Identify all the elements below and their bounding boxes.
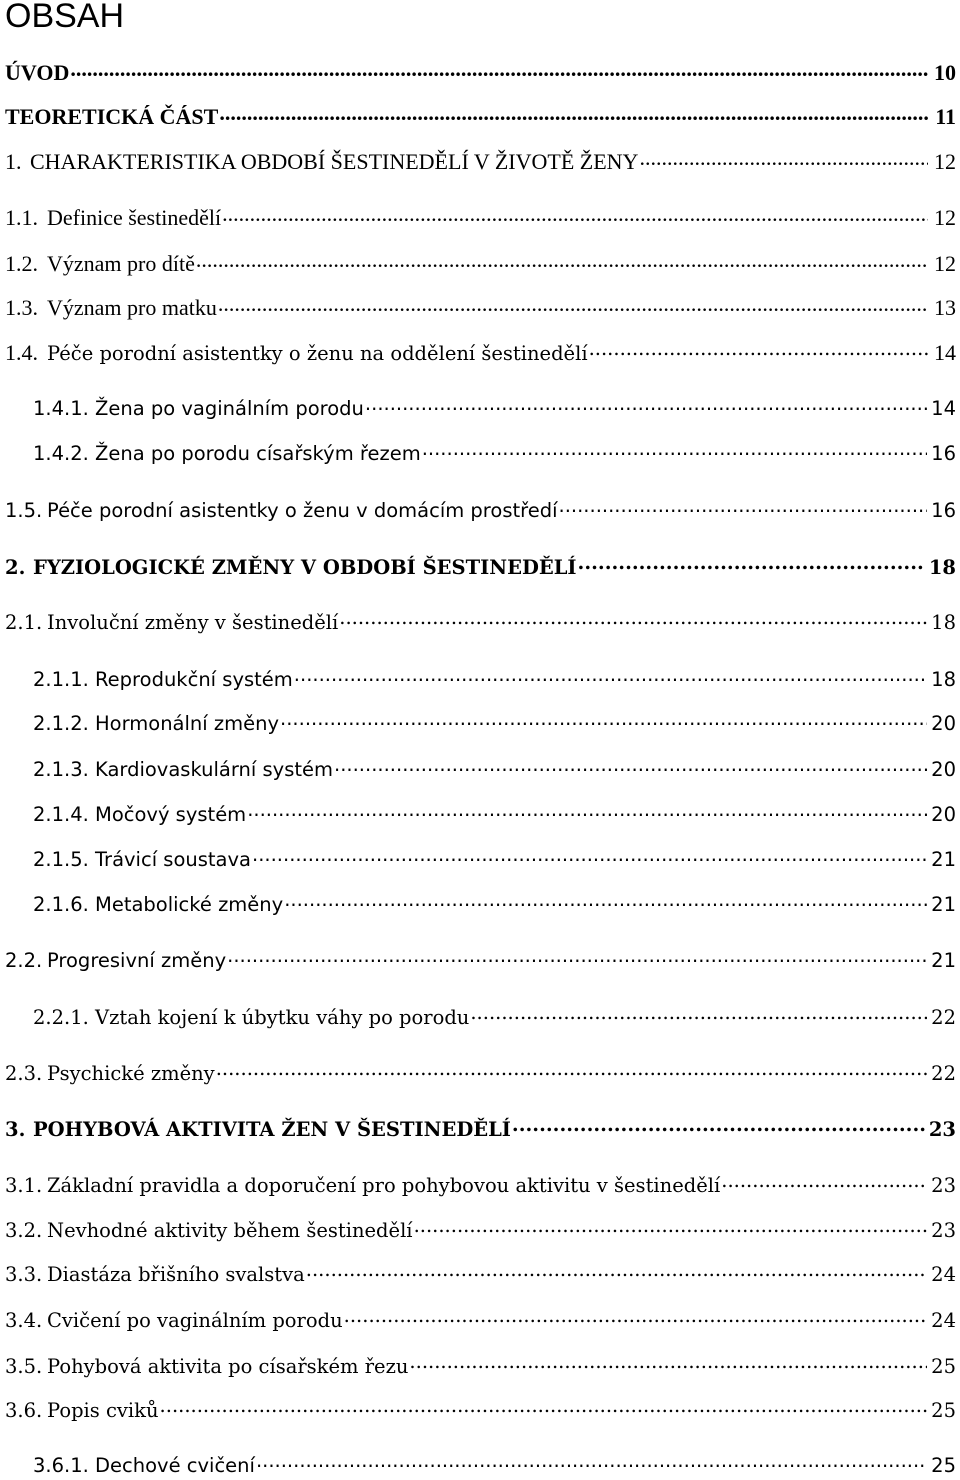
toc-entry-label: Žena po vaginálním porodu: [95, 397, 364, 420]
toc-page-number: 10: [934, 60, 956, 85]
toc-dot-leader: [589, 341, 928, 361]
toc-entry-3-2[interactable]: [5, 1217, 960, 1245]
toc-entry-2-2-1[interactable]: [33, 1004, 960, 1032]
toc-entry-number: 1.5.: [5, 499, 43, 522]
toc-entry-label: TEORETICKÁ ČÁST: [5, 104, 219, 129]
toc-dot-leader: [252, 847, 927, 867]
toc-dot-leader: [227, 948, 927, 968]
toc-entry-3-3[interactable]: [5, 1261, 960, 1289]
toc-page-number: 12: [934, 251, 956, 276]
toc-entry-2[interactable]: [5, 554, 960, 582]
toc-page-number: 18: [931, 668, 956, 691]
toc-dot-leader: [196, 249, 928, 271]
toc-page-number: 23: [931, 1219, 956, 1242]
toc-entry-label: Involuční změny v šestinedělí: [47, 611, 339, 634]
toc-entry-number: 3.6.: [5, 1399, 43, 1422]
toc-entry-3-1[interactable]: [5, 1172, 960, 1200]
toc-entry-label: Diastáza břišního svalstva: [47, 1263, 305, 1286]
toc-entry-1[interactable]: [5, 147, 960, 176]
toc-entry-1-3[interactable]: [5, 293, 960, 322]
toc-page-number: 11: [935, 104, 956, 129]
toc-entry-number: 3.3.: [5, 1263, 43, 1286]
toc-entry-number: 2.2.: [5, 949, 43, 972]
toc-page-number: 14: [931, 397, 956, 420]
toc-entry-number: 1.3.: [5, 295, 38, 320]
toc-entry-number: 3.4.: [5, 1309, 43, 1332]
toc-entry-2-2[interactable]: [5, 947, 960, 975]
toc-entry-label: Kardiovaskulární systém: [95, 758, 334, 781]
toc-page-number: 20: [931, 803, 956, 826]
toc-entry-label: Žena po porodu císařským řezem: [95, 442, 421, 465]
toc-page-number: 12: [934, 149, 956, 174]
toc-entry-1-5[interactable]: [5, 497, 960, 525]
toc-page-number: 21: [931, 949, 956, 972]
toc-entry-number: 1.1.: [5, 205, 38, 230]
toc-entry-1-1[interactable]: [5, 203, 960, 232]
toc-page-number: 24: [931, 1263, 956, 1286]
toc-entry-3[interactable]: [5, 1116, 960, 1144]
toc-entry-label: Cvičení po vaginálním porodu: [47, 1309, 343, 1332]
toc-entry-label: Význam pro dítě: [47, 251, 195, 276]
toc-dot-leader: [294, 667, 927, 687]
toc-entry-number: 2.1.: [5, 611, 43, 634]
toc-entry-label: Psychické změny: [47, 1062, 215, 1085]
toc-dot-leader: [70, 58, 928, 80]
toc-entry-label: CHARAKTERISTIKA OBDOBÍ ŠESTINEDĚLÍ V ŽIVOTĚ ŽENY: [30, 149, 639, 174]
toc-page-number: 12: [934, 205, 956, 230]
toc-entry-label: ÚVOD: [5, 60, 70, 85]
toc-entry-1-4[interactable]: [5, 339, 960, 368]
toc-entry-number: 3.5.: [5, 1355, 43, 1378]
toc-entry-uvod[interactable]: [5, 58, 960, 87]
toc-entry-2-1-6[interactable]: [33, 891, 960, 919]
toc-entry-label: Progresivní změny: [47, 949, 227, 972]
toc-entry-number: 2.3.: [5, 1062, 43, 1085]
toc-page-number: 20: [931, 712, 956, 735]
toc-page-number: 21: [931, 893, 956, 916]
toc-dot-leader: [422, 441, 927, 461]
toc-entry-1-4-2[interactable]: [33, 440, 960, 468]
toc-page-number: 18: [931, 611, 956, 634]
toc-page-number: 25: [931, 1399, 956, 1422]
toc-page-number: 25: [931, 1454, 956, 1477]
toc-entry-number: 1.: [5, 149, 22, 174]
toc-dot-leader: [256, 1453, 927, 1473]
toc-entry-number: 1.2.: [5, 251, 38, 276]
toc-entry-1-2[interactable]: [5, 249, 960, 278]
toc-entry-label: Močový systém: [95, 803, 247, 826]
toc-dot-leader: [512, 1117, 925, 1137]
toc-entry-number: 1.4.: [5, 340, 38, 365]
toc-entry-3-6[interactable]: [5, 1397, 960, 1425]
toc-dot-leader: [409, 1354, 927, 1374]
toc-page-number: 16: [931, 499, 956, 522]
toc-dot-leader: [639, 147, 928, 169]
toc-entry-number: 2.: [5, 556, 26, 579]
toc-page-number: 13: [934, 295, 956, 320]
toc-entry-label: Definice šestinedělí: [47, 205, 222, 230]
toc-entry-label: Metabolické změny: [95, 893, 284, 916]
toc-dot-leader: [247, 802, 927, 822]
toc-entry-label: Péče porodní asistentky o ženu v domácím prostředí: [47, 499, 558, 522]
toc-dot-leader: [284, 892, 927, 912]
toc-dot-leader: [222, 203, 928, 225]
toc-entry-3-6-1[interactable]: [33, 1452, 960, 1480]
toc-dot-leader: [721, 1173, 927, 1193]
toc-entry-2-1-3[interactable]: [33, 756, 960, 784]
toc-dot-leader: [334, 757, 927, 777]
toc-entry-number: 3.2.: [5, 1219, 43, 1242]
toc-entry-label: Základní pravidla a doporučení pro pohybovou aktivitu v šestinedělí: [47, 1174, 721, 1197]
toc-dot-leader: [344, 1308, 928, 1328]
toc-entry-2-1-2[interactable]: [33, 710, 960, 738]
toc-entry-label: Hormonální změny: [95, 712, 280, 735]
toc-entry-label: Dechové cvičení: [95, 1454, 255, 1477]
toc-dot-leader: [578, 555, 925, 575]
toc-entry-number: 2.1.4.: [33, 803, 89, 826]
toc-page-number: 22: [931, 1062, 956, 1085]
toc-entry-number: 2.1.6.: [33, 893, 89, 916]
toc-entry-label: Význam pro matku: [47, 295, 217, 320]
toc-dot-leader: [559, 498, 928, 518]
toc-dot-leader: [219, 102, 928, 124]
toc-entry-2-1-5[interactable]: [33, 846, 960, 874]
toc-page-number: 14: [934, 340, 956, 365]
toc-page-number: 20: [931, 758, 956, 781]
toc-dot-leader: [306, 1262, 927, 1282]
toc-entry-number: 3.: [5, 1118, 26, 1141]
toc-dot-leader: [339, 610, 927, 630]
toc-entry-number: 2.2.1.: [33, 1006, 89, 1029]
toc-entry-number: 2.1.2.: [33, 712, 89, 735]
toc-entry-2-1[interactable]: [5, 609, 960, 637]
toc-page-number: 18: [928, 556, 956, 579]
toc-entry-number: 2.1.5.: [33, 848, 89, 871]
toc-entry-number: 2.1.3.: [33, 758, 89, 781]
toc-entry-label: Reprodukční systém: [95, 668, 293, 691]
toc-entry-number: 2.1.1.: [33, 668, 89, 691]
toc-page-number: 22: [931, 1006, 956, 1029]
toc-entry-number: 3.6.1.: [33, 1454, 89, 1477]
toc-entry-teoreticka-cast[interactable]: [5, 102, 960, 131]
toc-entry-label: Popis cviků: [47, 1399, 159, 1422]
toc-dot-leader: [160, 1398, 928, 1418]
toc-entry-2-1-4[interactable]: [33, 801, 960, 829]
toc-entry-label: Nevhodné aktivity během šestinedělí: [47, 1219, 413, 1242]
toc-entry-label: POHYBOVÁ AKTIVITA ŽEN V ŠESTINEDĚLÍ: [33, 1118, 511, 1141]
toc-dot-leader: [216, 1061, 927, 1081]
toc-dot-leader: [470, 1005, 927, 1025]
toc-entry-1-4-1[interactable]: [33, 395, 960, 423]
toc-page-number: 21: [931, 848, 956, 871]
toc-dot-leader: [280, 711, 927, 731]
toc-dot-leader: [218, 293, 928, 315]
toc-dot-leader: [365, 396, 927, 416]
toc-entry-label: FYZIOLOGICKÉ ZMĚNY V OBDOBÍ ŠESTINEDĚLÍ: [33, 556, 577, 579]
toc-entry-number: 1.4.1.: [33, 397, 89, 420]
toc-entry-label: Pohybová aktivita po císařském řezu: [47, 1355, 409, 1378]
toc-entry-label: Péče porodní asistentky o ženu na oddělení šestinedělí: [47, 342, 588, 365]
toc-entry-3-4[interactable]: [5, 1307, 960, 1335]
toc-dot-leader: [414, 1218, 928, 1238]
toc-page-number: 24: [931, 1309, 956, 1332]
page-title: OBSAH: [5, 0, 125, 35]
toc-entry-3-5[interactable]: [5, 1353, 960, 1381]
toc-page-number: 16: [931, 442, 956, 465]
toc-entry-2-1-1[interactable]: [33, 666, 960, 694]
toc-entry-number: 1.4.2.: [33, 442, 89, 465]
toc-entry-number: 3.1.: [5, 1174, 43, 1197]
toc-entry-label: Trávicí soustava: [95, 848, 251, 871]
toc-page-number: 25: [931, 1355, 956, 1378]
toc-entry-2-3[interactable]: [5, 1060, 960, 1088]
toc-page-number: 23: [931, 1174, 956, 1197]
toc-entry-label: Vztah kojení k úbytku váhy po porodu: [95, 1006, 470, 1029]
toc-page-number: 23: [928, 1118, 956, 1141]
